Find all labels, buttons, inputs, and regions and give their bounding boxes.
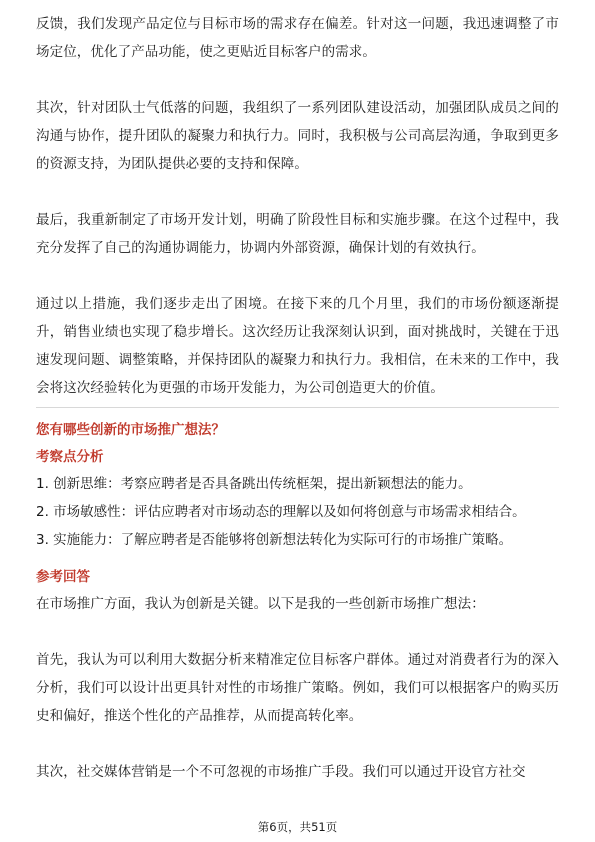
analysis-point: 3. 实施能力：了解应聘者是否能够将创新想法转化为实际可行的市场推广策略。 bbox=[36, 532, 513, 548]
paragraph-team-morale: 其次，针对团队士气低落的问题，我组织了一系列团队建设活动，加强团队成员之间的沟通与协作，提升团队的凝聚力和执行力。同时，我积极与公司高层沟通，争取到更多的资源支持，为团队提供必要的支持和保障。 bbox=[36, 100, 559, 172]
paragraph-product-positioning: 反馈，我们发现产品定位与目标市场的需求存在偏差。针对这一问题，我迅速调整了市场定位，优化了产品功能，使之更贴近目标客户的需求。 bbox=[36, 16, 559, 60]
paragraph-market-plan: 最后，我重新制定了市场开发计划，明确了阶段性目标和实施步骤。在这个过程中，我充分发挥了自己的沟通协调能力，协调内外部资源，确保计划的有效执行。 bbox=[36, 212, 559, 256]
paragraph-gap bbox=[36, 730, 559, 758]
paragraph-gap bbox=[36, 66, 559, 94]
analysis-points-list bbox=[36, 470, 559, 554]
section-divider bbox=[36, 407, 559, 408]
analysis-point: 2. 市场敏感性：评估应聘者对市场动态的理解以及如何将创意与市场需求相结合。 bbox=[36, 504, 526, 520]
paragraph-gap bbox=[36, 618, 559, 646]
answer-heading: 参考回答 bbox=[36, 569, 90, 585]
answer-intro: 在市场推广方面，我认为创新是关键。以下是我的一些创新市场推广想法： bbox=[36, 596, 485, 612]
question-title: 您有哪些创新的市场推广想法？ bbox=[36, 422, 225, 438]
analysis-heading: 考察点分析 bbox=[36, 449, 104, 465]
paragraph-conclusion: 通过以上措施，我们逐步走出了困境。在接下来的几个月里，我们的市场份额逐渐提升，销售业绩也实现了稳步增长。这次经历让我深刻认识到，面对挑战时，关键在于迅速发现问题、调整策略，并保持团队的凝聚力和执行力。我相信，在未来的工作中，我会将这次经验转化为更强的市场开发能力，为公司创造更大的价值。 bbox=[36, 296, 559, 396]
analysis-point: 1. 创新思维：考察应聘者是否具备跳出传统框架，提出新颖想法的能力。 bbox=[36, 476, 472, 492]
document-page bbox=[36, 10, 559, 786]
page-number-footer: 第6页，共51页 bbox=[257, 820, 338, 834]
answer-social-media: 其次，社交媒体营销是一个不可忽视的市场推广手段。我们可以通过开设官方社交 bbox=[36, 764, 526, 780]
section-gap bbox=[36, 554, 559, 564]
paragraph-gap bbox=[36, 178, 559, 206]
answer-big-data: 首先，我认为可以利用大数据分析来精准定位目标客户群体。通过对消费者行为的深入分析，我们可以设计出更具针对性的市场推广策略。例如，我们可以根据客户的购买历史和偏好，推送个性化的产品推荐，从而提高转化率。 bbox=[36, 652, 559, 724]
paragraph-gap bbox=[36, 262, 559, 290]
